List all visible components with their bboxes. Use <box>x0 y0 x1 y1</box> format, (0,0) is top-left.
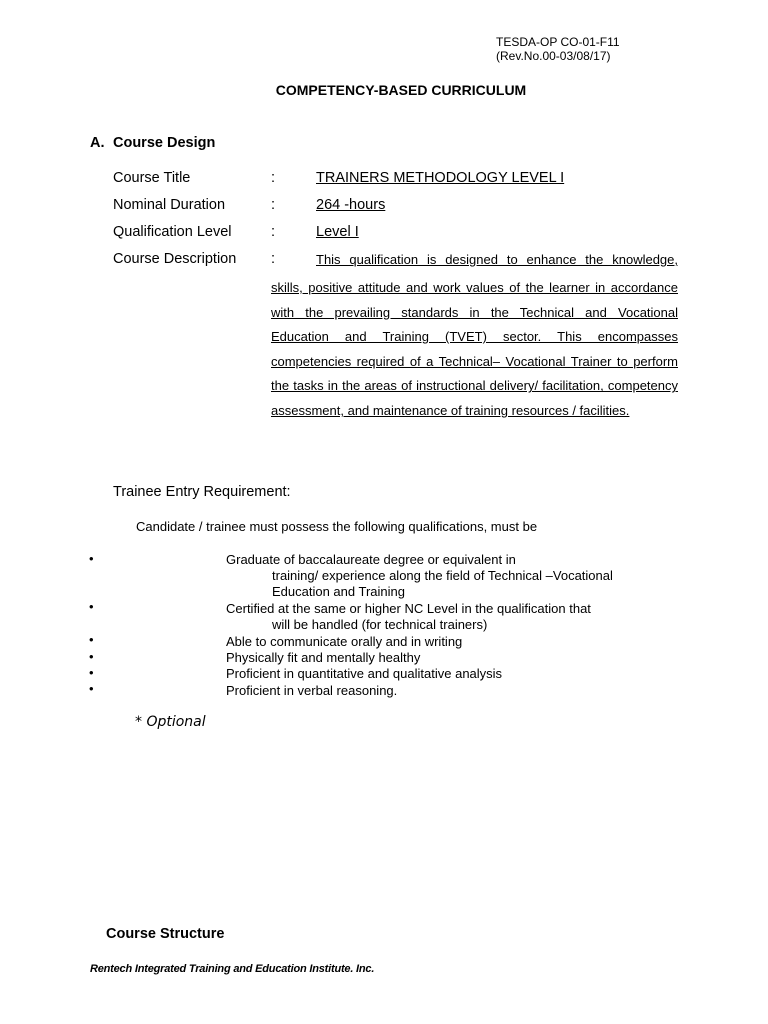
page-footer: Rentech Integrated Training and Education Institute. Inc. <box>90 963 375 975</box>
nominal-duration-label: Nominal Duration <box>113 197 226 213</box>
document-code <box>496 35 620 63</box>
course-title-value: TRAINERS METHODOLOGY LEVEL I <box>316 170 565 186</box>
requirement-6: Proficient in verbal reasoning. <box>226 683 398 698</box>
optional-note: * Optional <box>135 714 206 730</box>
bullet-icon: • <box>89 632 94 647</box>
bullet-icon: • <box>89 681 94 696</box>
requirement-2: Certified at the same or higher NC Level in the qualification that <box>226 601 591 616</box>
section-number: A. <box>90 135 105 151</box>
nominal-duration-value: 264 -hours <box>316 197 386 213</box>
qualification-level-label: Qualification Level <box>113 224 232 240</box>
requirement-4: Physically fit and mentally healthy <box>226 650 421 665</box>
bullet-icon: • <box>89 551 94 566</box>
course-description-text: skills, positive attitude and work values of the learner in accordance with the prevailing standards in the Technical and Vocational Education and Training (TVET) sector. This encompasses competencies required of a Technical– Vocational Trainer to perform the tasks in the areas of instructional delivery/ facilitation, competency assessment, and maintenance of training resources / facilities. <box>271 280 678 418</box>
requirement-1-line-2: training/ experience along the field of Technical –Vocational <box>272 568 613 583</box>
entry-requirement-intro: Candidate / trainee must possess the following qualifications, must be <box>136 519 538 534</box>
revision-number: (Rev.No.00-03/08/17) <box>496 49 611 63</box>
nominal-duration-colon: : <box>271 197 276 213</box>
qualification-level-colon: : <box>271 224 276 240</box>
form-code: TESDA-OP CO-01-F11 <box>496 35 620 49</box>
section-title: Course Design <box>113 135 216 151</box>
course-title-colon: : <box>271 170 276 186</box>
requirement-5: Proficient in quantitative and qualitative analysis <box>226 666 503 681</box>
requirement-1: Graduate of baccalaureate degree or equivalent in <box>226 552 516 567</box>
requirement-3: Able to communicate orally and in writing <box>226 634 463 649</box>
course-structure-heading: Course Structure <box>106 926 225 942</box>
requirement-1-line-3: Education and Training <box>272 584 405 599</box>
bullet-icon: • <box>89 649 94 664</box>
entry-requirement-heading: Trainee Entry Requirement: <box>113 484 291 500</box>
bullet-icon: • <box>89 665 94 680</box>
bullet-icon: • <box>89 599 94 614</box>
course-description-label: Course Description <box>113 251 237 267</box>
course-description-first-line: This qualification is designed to enhance the knowledge, <box>316 252 678 267</box>
document-title: COMPETENCY-BASED CURRICULUM <box>275 82 527 98</box>
course-description-colon: : <box>271 251 276 267</box>
qualification-level-value: Level I <box>316 224 359 240</box>
requirement-2-line-2: will be handled (for technical trainers) <box>272 617 488 632</box>
course-title-label: Course Title <box>113 170 191 186</box>
